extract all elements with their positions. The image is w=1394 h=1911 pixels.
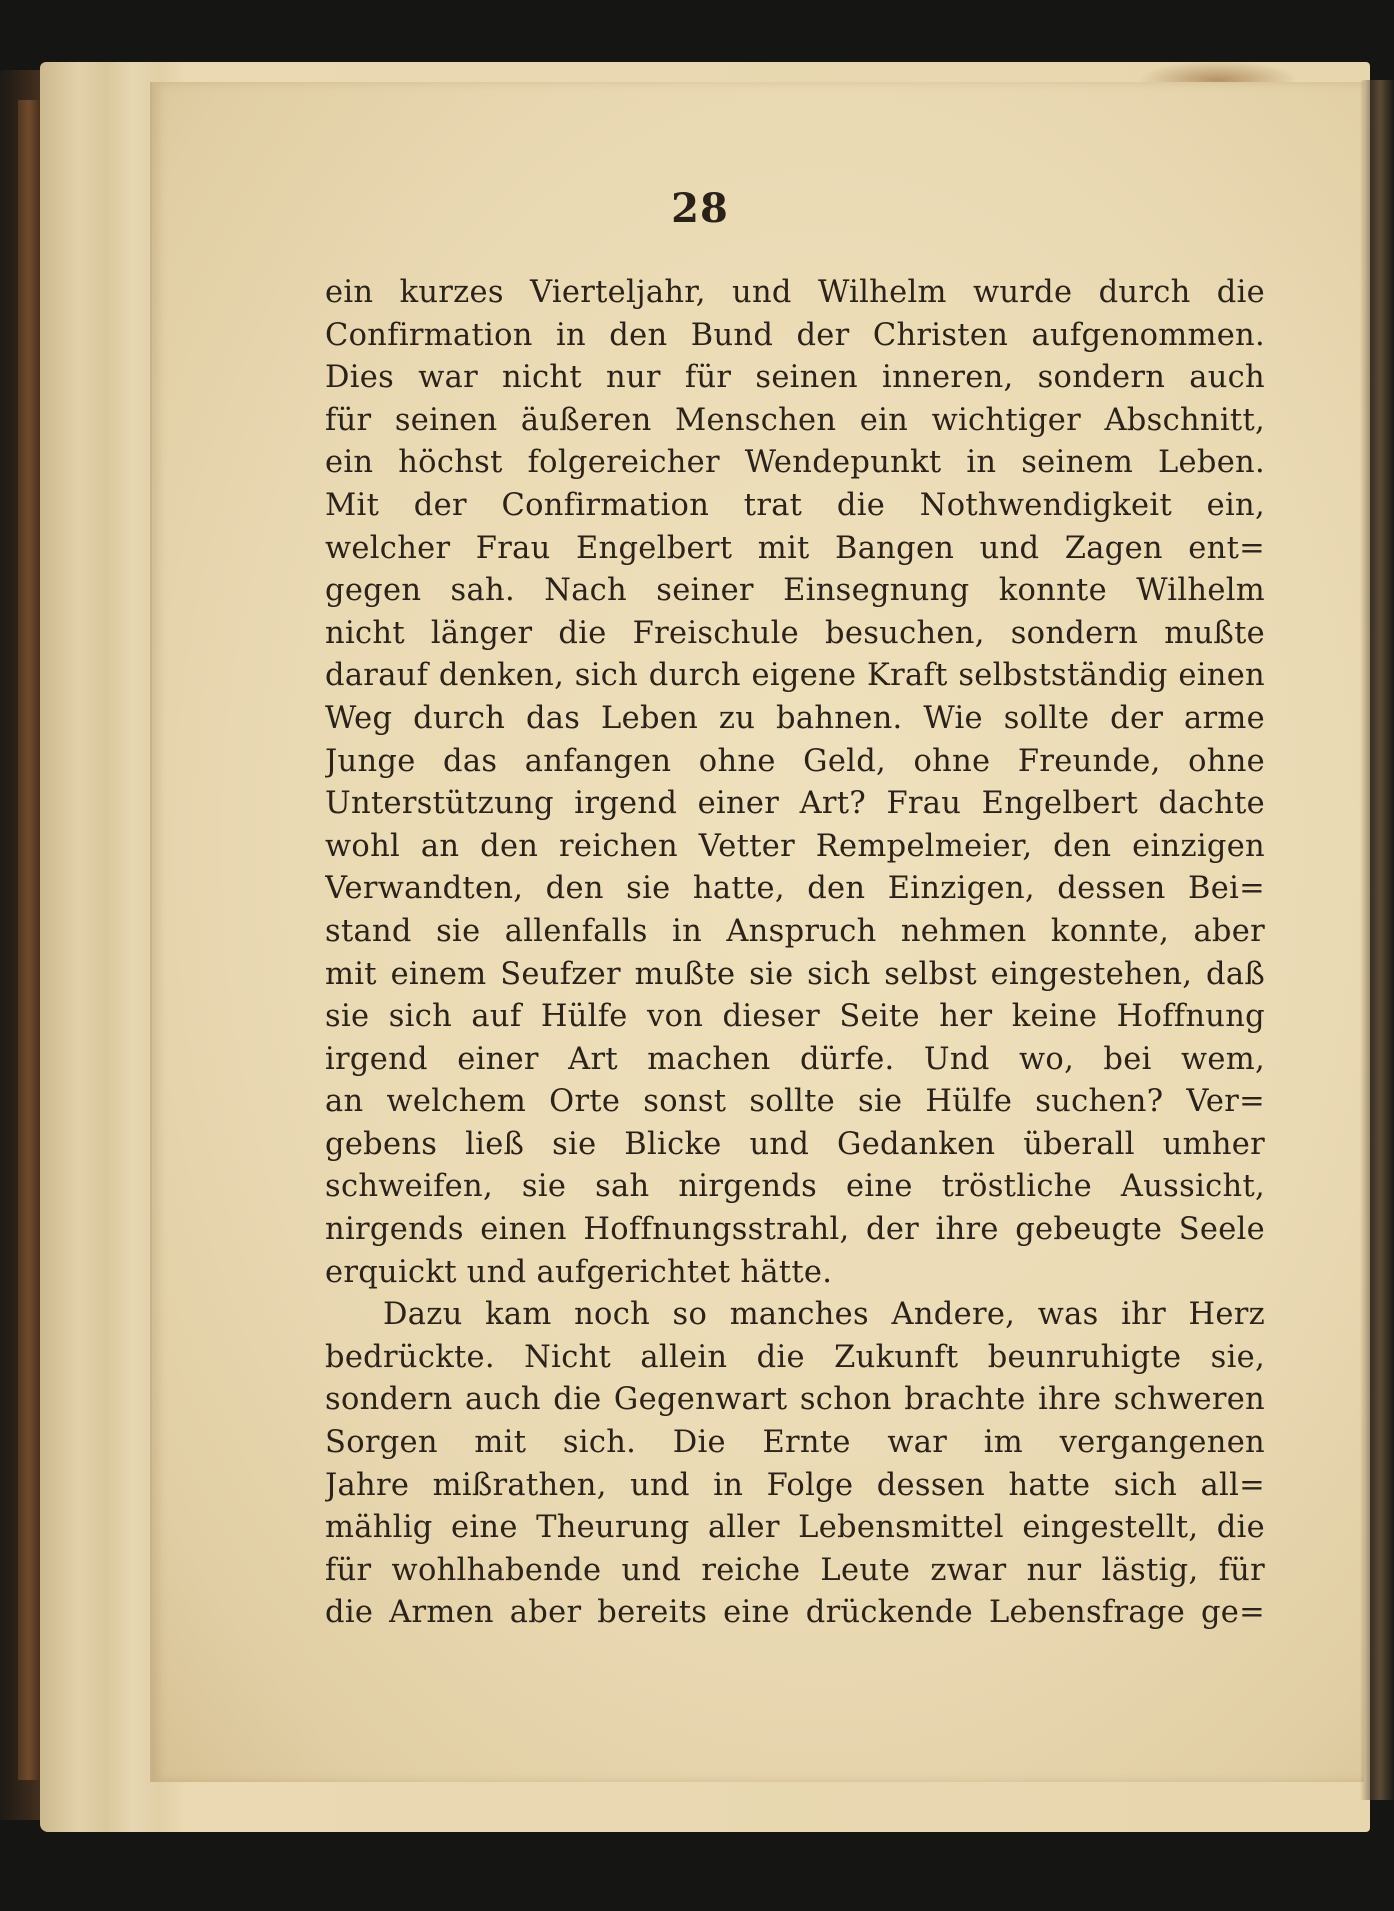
text-line: Verwandten, den sie hatte, den Einzigen, dessen Bei=: [325, 871, 1265, 907]
text-line: Jahre mißrathen, und in Folge dessen hatte sich all=: [325, 1467, 1265, 1503]
text-line: nirgends einen Hoffnungsstrahl, der ihre gebeugte Seele: [325, 1212, 1265, 1248]
gutter-shadow: [1360, 80, 1394, 1800]
page-text: [325, 272, 1265, 1635]
text-line: sie sich auf Hülfe von dieser Seite her keine Hoffnung: [325, 999, 1265, 1035]
text-line: Mit der Confirmation trat die Nothwendigkeit ein,: [325, 487, 1265, 523]
text-line: Dazu kam noch so manches Andere, was ihr Herz: [383, 1297, 1265, 1333]
text-line: gegen sah. Nach seiner Einsegnung konnte Wilhelm: [325, 573, 1265, 609]
text-line: Junge das anfangen ohne Geld, ohne Freunde, ohne: [325, 743, 1265, 779]
book-spine: [18, 100, 40, 1780]
text-line: mit einem Seufzer mußte sie sich selbst eingestehen, daß: [325, 956, 1265, 992]
text-line: Confirmation in den Bund der Christen aufgenommen.: [325, 317, 1265, 353]
text-line: darauf denken, sich durch eigene Kraft selbstständig einen: [325, 658, 1265, 694]
text-line: Dies war nicht nur für seinen inneren, sondern auch: [325, 360, 1265, 396]
text-line: Unterstützung irgend einer Art? Frau Engelbert dachte: [325, 786, 1265, 822]
text-line: ein kurzes Vierteljahr, und Wilhelm wurde durch die: [325, 275, 1265, 310]
text-line: sondern auch die Gegenwart schon brachte ihre schweren: [325, 1382, 1265, 1418]
text-line: mählig eine Theurung aller Lebensmittel eingestellt, die: [325, 1510, 1265, 1546]
text-line: für seinen äußeren Menschen ein wichtiger Abschnitt,: [325, 402, 1265, 438]
text-line: die Armen aber bereits eine drückende Lebensfrage ge=: [325, 1595, 1265, 1631]
text-line: an welchem Orte sonst sollte sie Hülfe suchen? Ver=: [325, 1084, 1265, 1120]
text-line: stand sie allenfalls in Anspruch nehmen konnte, aber: [325, 913, 1265, 949]
text-line: gebens ließ sie Blicke und Gedanken überall umher: [325, 1126, 1265, 1162]
text-line: erquickt und aufgerichtet hätte.: [325, 1254, 833, 1290]
text-line: schweifen, sie sah nirgends eine tröstliche Aussicht,: [325, 1169, 1265, 1205]
text-line: Weg durch das Leben zu bahnen. Wie sollte der arme: [325, 700, 1265, 736]
text-line: nicht länger die Freischule besuchen, sondern mußte: [325, 615, 1265, 651]
page-number: 28: [671, 185, 729, 232]
text-line: welcher Frau Engelbert mit Bangen und Zagen ent=: [325, 530, 1265, 566]
text-line: wohl an den reichen Vetter Rempelmeier, den einzigen: [325, 828, 1265, 864]
text-line: ein höchst folgereicher Wendepunkt in seinem Leben.: [325, 445, 1265, 481]
text-line: für wohlhabende und reiche Leute zwar nur lästig, für: [325, 1552, 1265, 1588]
text-line: Sorgen mit sich. Die Ernte war im vergangenen: [325, 1425, 1265, 1461]
text-line: irgend einer Art machen dürfe. Und wo, bei wem,: [325, 1041, 1265, 1077]
text-line: bedrückte. Nicht allein die Zukunft beunruhigte sie,: [325, 1339, 1265, 1375]
